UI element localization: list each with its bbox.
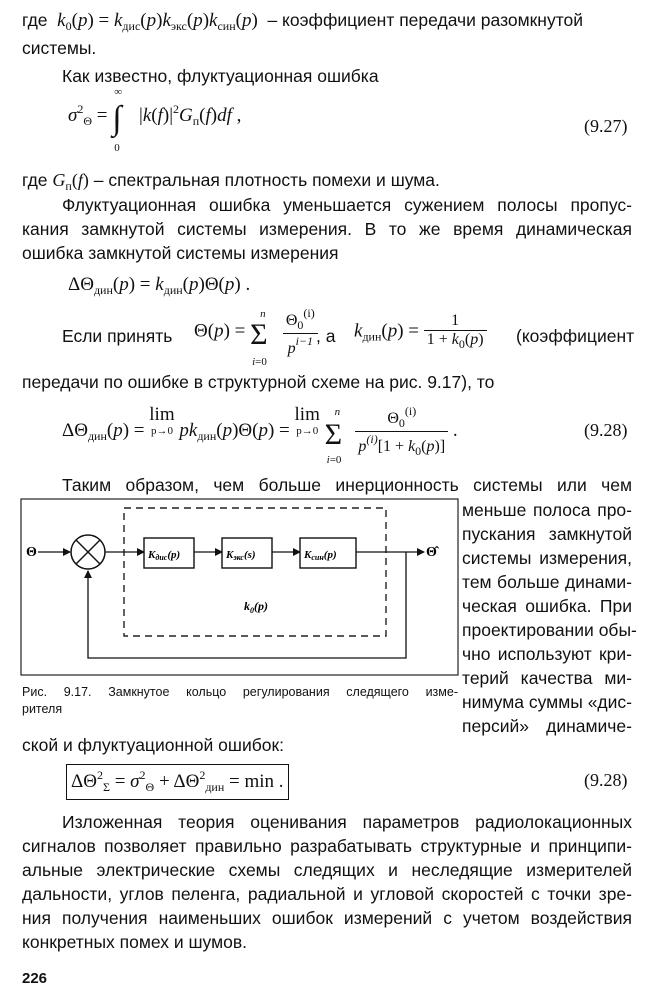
boxed-equation: $\Delta\Theta^2_\Sigma = \sigma^2_\Theta + \Delta\Theta^2_{дин} = \min$ . [66,764,289,800]
block-kdis-label: Kдис(p) [148,549,181,562]
text-and: , а [316,326,336,346]
summing-junction [71,535,105,569]
figure-caption-line-1: Рис. 9.17. Замкнутое кольцо регулирования следящего изме- [22,685,458,699]
equation-9-28: $\Delta\Theta_{дин}(p) = \lim$ p→0 $pk_{дин}(p)\Theta(p) = \lim$ p→0 n Σ i=0 $\frac{\Theta_0^{(i)}}{p^{(i)}[1 + k_0(p)]}$ . [62,404,458,466]
text-where-1: где [22,10,48,30]
if-take-line [62,324,172,348]
wrap-line-9: нимума суммы «дис- [462,692,632,712]
para4-line-1: Изложенная теория оценивания параметров радиолокационных [62,812,632,832]
wrap-line-4: тем больше динами- [462,572,632,592]
text-if-take: Если принять [62,326,173,346]
equation-number-9-27: (9.27) [584,116,628,136]
kdin-formula: $k_{дин}(p)$ = $\frac{1}{1 + k_0(p)}$ [354,312,487,352]
para4-line-3: альные электрические схемы следящих и неследящие измерителей [22,860,632,880]
k0-label: $k_0(p)$ [244,599,268,615]
output-theta-hat-label: Θ̂ [426,545,437,560]
figure-caption-line-2: рителя [22,702,63,716]
open-loop-dashed-box [124,508,386,636]
page-number: 226 [22,970,48,987]
block-diagram-figure [20,498,460,678]
wrap-line-8: терий качества ми- [462,668,632,688]
line-after-formula: передачи по ошибке в структурной схеме на рис. 9.17), то [22,372,495,392]
gn-symbol: $G_п(f)$ [52,170,89,193]
block-keks-label: Kэкс(s) [226,549,256,562]
k0-definition-formula: $k_0(p) = k_{дис}(p)k_{экс}(p)k_{син}(p)$ [52,10,258,33]
wrap-line-2: пускания замкнутой [462,524,632,544]
wrap-line-6: проектировании обы- [462,620,637,640]
wrap-line-3: системы измерения, [462,548,632,568]
line-1 [22,8,583,38]
figure-frame [21,499,458,675]
line-after-figure: ской и флуктуационной ошибок: [22,735,284,755]
para4-line-6: конкретных помех и шумов. [22,932,248,952]
equation-number-9-28-b: (9.28) [584,770,628,790]
para4-line-4: дальности, углов пеленга, радиальной и угловой скоростей с точки зре- [22,884,632,904]
text-coefficient: (коэффициент [516,326,635,346]
para4-line-2: сигналов позволяет правильно разрабатывать структурные и принципи- [22,836,632,856]
block-ksin-label: Kсин(p) [304,549,337,562]
para2-line-1: Флуктуационная ошибка уменьшается сужением полосы пропус- [62,195,632,215]
para2-line-2: кания замкнутой системы измерения. В то же время динамическая [22,219,632,239]
wrap-line-7: чно используют кри- [462,644,632,664]
theta-sum-formula: Θ(p) = n Σ i=0 $\frac{\Theta_0^{(i)}}{p^{i-1}}$ [194,306,318,358]
wrap-line-1: меньше полоса про- [462,500,632,520]
equation-number-9-28: (9.28) [584,420,628,440]
wrap-line-5: ческая ошибка. При [462,596,632,616]
para3-line-1: Таким образом, чем больше инерционность системы или чем [62,475,632,495]
input-theta-label: Θ [26,545,37,560]
line-2: системы. [22,38,97,58]
wrap-line-10: персий» динамиче- [462,716,632,736]
dynamic-error-formula: $\Delta\Theta_{дин}(p) = k_{дин}(p)\Theta(p)$ . [68,274,251,297]
para4-line-5: ния получения наименьших ошибок измерений с учетом воздействия [22,908,632,928]
line-3: Как известно, флуктуационная ошибка [62,66,379,86]
para2-line-3: ошибка замкнутой системы измерения [22,243,339,263]
text-where-2: где [22,170,48,190]
equation-9-27: $\sigma^2_\Theta$ = ∞ ∫ 0 $|k(f)|^2G_п(f)df$ , [68,86,242,154]
text-line4-suffix: – спектральная плотность помехи и шума. [93,170,440,190]
text-line1-suffix: – коэффициент передачи разомкнутой [267,10,584,30]
